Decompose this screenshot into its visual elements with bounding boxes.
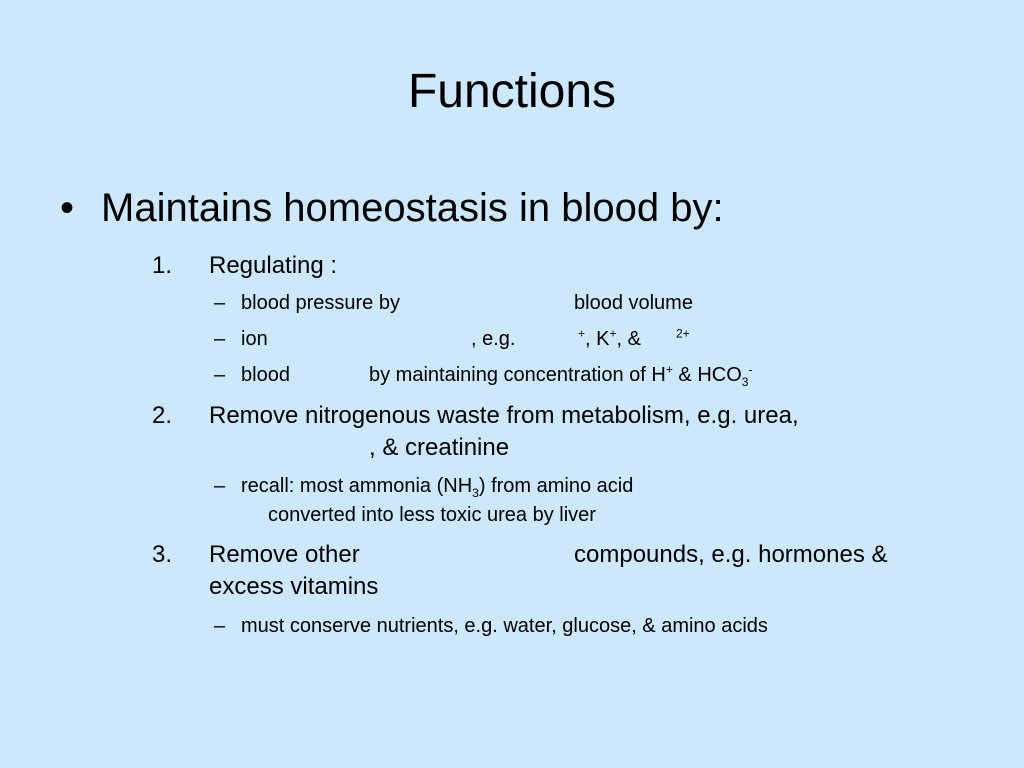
bullet-marker: • (60, 186, 75, 230)
ph-text: by maintaining concentration of H (369, 364, 666, 386)
subscript: 3 (741, 375, 749, 389)
charge-superscript: + (665, 362, 673, 377)
item-2-line1: Remove nitrogenous waste from metabolism, e.g. urea, (209, 402, 799, 429)
sub-blood: blood (241, 364, 290, 386)
sub-conserve: must conserve nutrients, e.g. water, glucose, & amino acids (241, 615, 768, 637)
charge-superscript: + (609, 326, 617, 341)
sub-ion-charge (676, 328, 690, 351)
item-2-line2: , & creatinine (369, 434, 510, 461)
item-1-text: Regulating : (209, 252, 338, 279)
recall-text: ) from amino acid (478, 475, 634, 497)
ion-text: , K (585, 328, 610, 350)
ion-text: , & (616, 328, 641, 350)
dash-marker: – (214, 615, 226, 637)
sub-ion: ion (241, 328, 268, 350)
charge-superscript: - (748, 362, 753, 377)
dash-marker: – (214, 292, 226, 314)
item-2-number: 2. (152, 402, 173, 429)
item-1-number: 1. (152, 252, 173, 279)
subscript: 3 (472, 486, 479, 500)
item-3-number: 3. (152, 541, 173, 568)
item-3-line2: excess vitamins (209, 573, 379, 600)
sub-recall-line2: converted into less toxic urea by liver (268, 504, 596, 526)
sub-blood-pressure: blood pressure by (241, 292, 400, 314)
dash-marker: – (214, 364, 226, 386)
dash-marker: – (214, 328, 226, 350)
charge-superscript: 2+ (676, 326, 690, 341)
sub-blood-ph (369, 364, 752, 387)
main-bullet: Maintains homeostasis in blood by: (101, 186, 724, 230)
charge-superscript: + (578, 326, 586, 341)
sub-ion-eg: , e.g. (471, 328, 516, 350)
recall-text: recall: most ammonia (NH (241, 475, 473, 497)
item-3-text-a: Remove other (209, 541, 360, 568)
dash-marker: – (214, 475, 226, 497)
item-3-text-b: compounds, e.g. hormones & (574, 541, 888, 568)
sub-recall (241, 475, 633, 498)
sub-blood-volume: blood volume (574, 292, 693, 314)
sub-ion-list (578, 328, 641, 351)
ph-text: & HCO (672, 364, 742, 386)
slide-title: Functions (407, 65, 617, 118)
